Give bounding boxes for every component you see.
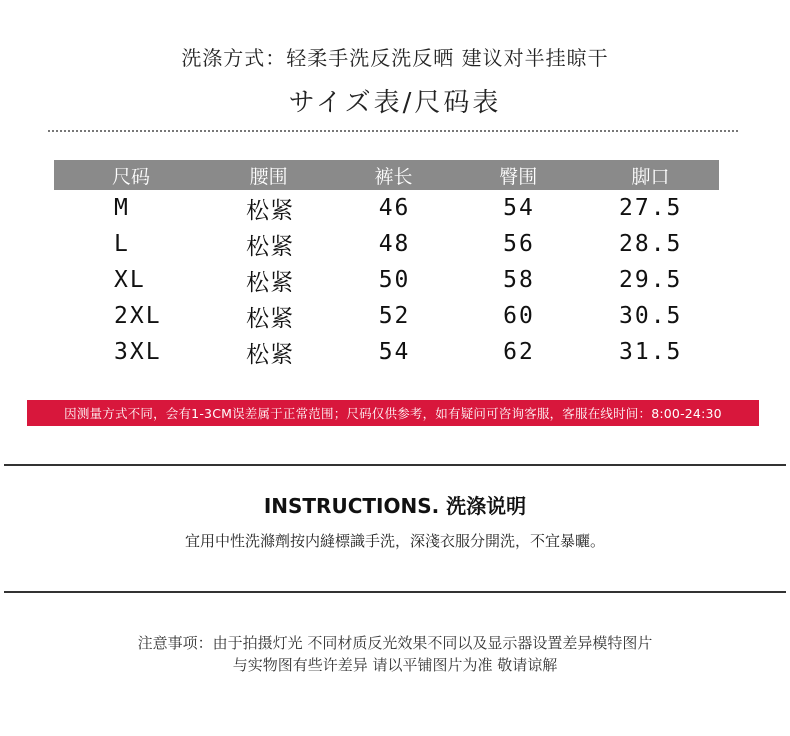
cell-hip: 58 (503, 267, 535, 293)
table-row (54, 190, 719, 226)
instructions-heading: INSTRUCTIONS. 洗涤说明 (263, 494, 527, 518)
notice-line-2: 与实物图有些许差异 请以平铺图片为准 敬请谅解 (232, 656, 558, 674)
cell-length: 48 (378, 231, 411, 257)
cell-hem: 30.5 (619, 303, 683, 329)
table-row (54, 298, 719, 334)
table-row (54, 226, 719, 262)
cell-length: 46 (378, 195, 411, 221)
cell-size: 2XL (114, 303, 162, 329)
size-table-header (54, 160, 719, 190)
measurement-notice-banner: 因测量方式不同，会有1-3CM误差属于正常范围；尺码仅供参考，如有疑问可咨询客服，客服在线时间：8:00-24:30 (27, 400, 759, 426)
header-hip: 臀围 (499, 165, 538, 188)
table-row (54, 262, 719, 298)
size-table (54, 160, 719, 370)
cell-size: XL (114, 267, 146, 293)
cell-waist: 松紧 (246, 341, 295, 368)
cell-hem: 28.5 (619, 231, 683, 257)
cell-hip: 56 (503, 231, 535, 257)
header-size: 尺码 (112, 165, 151, 188)
cell-hip: 54 (503, 195, 535, 221)
cell-waist: 松紧 (246, 305, 295, 332)
page-title: サイズ表/尺码表 (288, 88, 502, 118)
header-waist: 腰围 (249, 165, 288, 188)
cell-hem: 31.5 (619, 339, 683, 365)
section-divider-top (4, 464, 786, 466)
cell-hip: 60 (503, 303, 535, 329)
cell-hem: 27.5 (619, 195, 683, 221)
cell-hem: 29.5 (619, 267, 683, 293)
cell-size: L (114, 231, 130, 257)
header-length: 裤长 (374, 165, 413, 188)
section-divider-bottom (4, 591, 786, 593)
cell-hip: 62 (503, 339, 535, 365)
cell-length: 50 (378, 267, 411, 293)
cell-waist: 松紧 (246, 233, 295, 260)
table-row (54, 334, 719, 370)
cell-waist: 松紧 (246, 269, 295, 296)
notice-line-1: 注意事项：由于拍摄灯光 不同材质反光效果不同以及显示器设置差异模特图片 (137, 634, 653, 652)
instructions-body: 宜用中性洗滌劑按内縫標識手洗，深淺衣服分開洗，不宜暴曬。 (184, 532, 605, 550)
care-instructions-line: 洗涤方式：轻柔手洗反洗反晒 建议对半挂晾干 (181, 46, 609, 70)
cell-length: 52 (378, 303, 411, 329)
cell-size: M (114, 195, 130, 221)
cell-length: 54 (378, 339, 411, 365)
color-difference-notice (0, 632, 790, 676)
header-hem: 脚口 (631, 165, 670, 188)
cell-waist: 松紧 (246, 197, 295, 224)
dotted-divider (48, 130, 738, 132)
cell-size: 3XL (114, 339, 162, 365)
